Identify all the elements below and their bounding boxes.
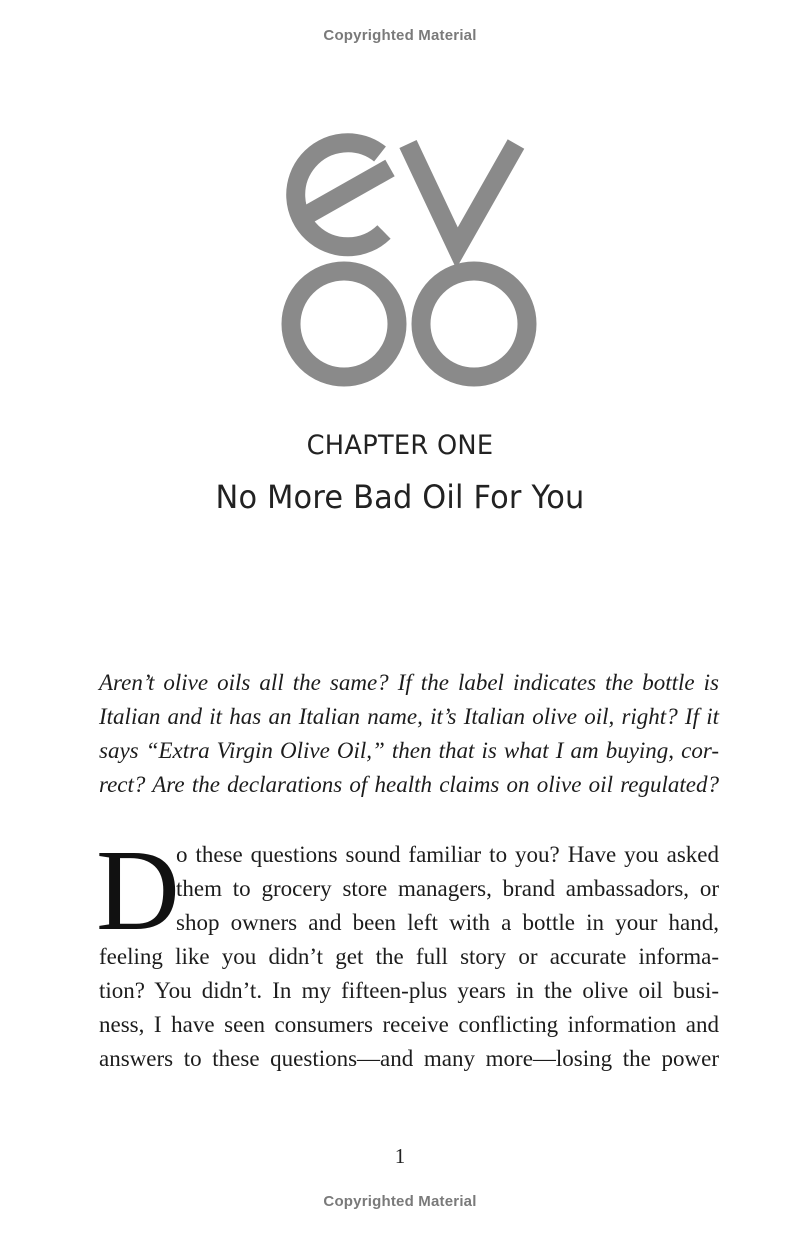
body-line: shop owners and been left with a bottle in your hand, xyxy=(176,910,719,935)
logo-letter-e xyxy=(296,143,390,247)
body-line: answers to these questions—and many more—losing the power xyxy=(99,1046,719,1071)
body-line: feeling like you didn’t get the full story or accurate informa- xyxy=(99,944,719,969)
chapter-title: No More Bad Oil For You xyxy=(215,478,585,516)
epigraph-line: Italian and it has an Italian name, it’s Italian olive oil, right? If it xyxy=(99,704,719,729)
copyright-watermark-top: Copyrighted Material xyxy=(323,27,477,44)
epigraph-line: Aren’t olive oils all the same? If the label indicates the bottle is xyxy=(99,670,719,695)
page-number: 1 xyxy=(394,1144,406,1168)
copyright-watermark-bottom: Copyrighted Material xyxy=(323,1193,477,1210)
evoo-logo xyxy=(280,128,540,393)
epigraph-line: rect? Are the declarations of health claims on olive oil regulated? xyxy=(99,772,719,797)
chapter-number: CHAPTER ONE xyxy=(306,430,494,461)
epigraph-line: says “Extra Virgin Olive Oil,” then that is what I am buying, cor- xyxy=(99,738,719,763)
logo-letter-o-right xyxy=(421,271,527,377)
body-paragraph xyxy=(96,827,719,1076)
logo-letter-o-left xyxy=(291,271,397,377)
logo-letter-v xyxy=(408,144,516,248)
body-line: ness, I have seen consumers receive conflicting information and xyxy=(99,1012,719,1037)
drop-cap: D xyxy=(96,827,180,955)
body-line: them to grocery store managers, brand ambassadors, or xyxy=(176,876,719,901)
body-line: o these questions sound familiar to you? Have you asked xyxy=(176,842,719,867)
epigraph xyxy=(99,666,719,802)
body-line: tion? You didn’t. In my fifteen-plus years in the olive oil busi- xyxy=(99,978,719,1003)
